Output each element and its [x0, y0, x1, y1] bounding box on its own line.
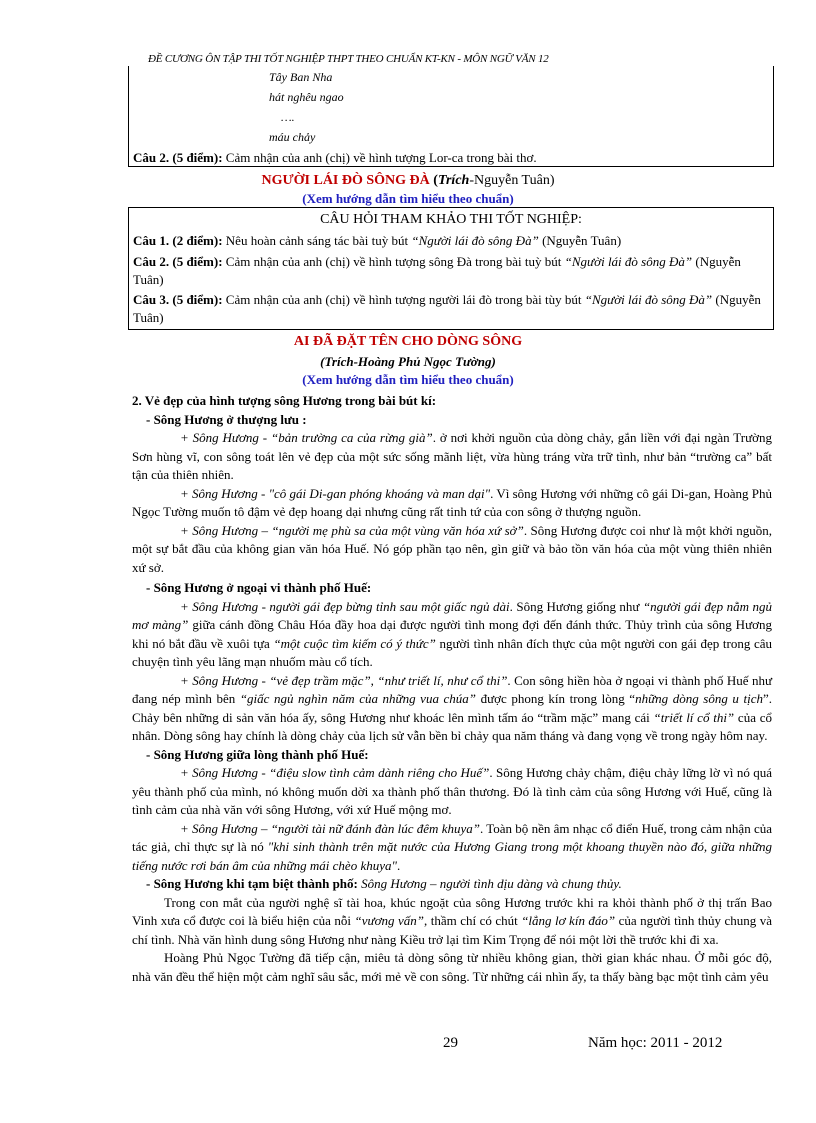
section-title-nguoi-lai-do [0, 173, 816, 189]
question-text: Cảm nhận của anh (chị) về hình tượng sông Đà trong bài tuỳ bút [222, 254, 565, 269]
poem-line: …. [281, 110, 295, 124]
work-title: “Người lái đò sông Đà” [411, 233, 539, 248]
question-1 [133, 232, 767, 250]
school-year: Năm học: 2011 - 2012 [588, 1035, 723, 1051]
question-3 [133, 291, 767, 327]
question-box-title: CÂU HỎI THAM KHẢO THI TỐT NGHIỆP: [320, 212, 582, 227]
work-title: “Người lái đò sông Đà” [584, 292, 713, 307]
body-text [132, 392, 772, 986]
question-text: Nêu hoàn cảnh sáng tác bài tuỳ bút [222, 233, 412, 248]
section-source: (Trích-Hoàng Phủ Ngọc Tường) [320, 354, 496, 369]
paragraph: + Sông Hương - “bản trường ca của rừng già”. ở nơi khởi nguồn của dòng chảy, gắn liền với đại ngàn Trường Sơn hùng vĩ, con sông toát lên vẻ đẹp của một sức sống mãnh liệt, vừa hùng tráng vừa trữ tình, như bản “trường ca” bất tận của thiên nhiên. [132, 430, 772, 482]
paragraph: Hoàng Phủ Ngọc Tường đã tiếp cận, miêu tả dòng sông từ nhiều không gian, thời gian khác nhau. Ở mỗi góc độ, nhà văn đều thể hiện một cảm nghĩ sâu sắc, mới mẻ về con sông. Từ những cái nhìn ấy, ta thấy bàng bạc một tình cảm yêu [132, 950, 772, 984]
question-end: (Nguyễn Tuân) [133, 292, 761, 325]
poem-line: Tây Ban Nha [269, 70, 333, 84]
title-text: NGƯỜI LÁI ĐÒ SÔNG ĐÀ [261, 173, 430, 188]
subheading-tam-biet: - Sông Hương khi tạm biệt thành phố: Sông Hương – người tình dịu dàng và chung thủy. [146, 876, 622, 891]
title-paren: ( [429, 173, 438, 188]
work-title: “Người lái đò sông Đà” [564, 254, 693, 269]
question-label: Câu 2. (5 điểm): [133, 254, 223, 269]
subheading-thuong-luu: - Sông Hương ở thượng lưu : [146, 411, 307, 427]
box1-question [133, 150, 537, 166]
paragraph: Trong con mắt của người nghệ sĩ tài hoa, khúc ngoặt của sông Hương trước khi ra khỏi thành phố ở thị trấn Bao Vinh xưa cổ được coi là biểu hiện của nỗi “vương vấn”, thầm chí có chút “lẳng lơ kín đáo” của người tình thủy chung và chí tình. Nhà văn hình dung sông Hương như nàng Kiều trở lại tìm Kim Trọng để nói một lời thề trước khi đi xa. [132, 894, 772, 947]
subheading-giua-long: - Sông Hương giữa lòng thành phố Huế: [146, 746, 369, 762]
poem-line: hát nghêu ngao [269, 90, 344, 104]
paragraph: + Sông Hương - "cô gái Di-gan phóng khoáng và man dại". Vì sông Hương với những cô gái Di-gan, Hoàng Phủ Ngọc Tường muốn tô đậm vẻ đẹp hoang dại nhưng cũng rất tinh tứ của con sông ở thượng nguồn. [132, 485, 773, 519]
question-2 [133, 253, 767, 289]
page-header: ĐỀ CƯƠNG ÔN TẬP THI TỐT NGHIỆP THPT THEO CHUẨN KT-KN - MÔN NGỮ VĂN 12 [148, 53, 549, 65]
title-trich: Trích [437, 173, 470, 188]
question-label: Câu 2. (5 điểm): [133, 150, 223, 165]
page-number: 29 [443, 1035, 458, 1051]
question-text: Cảm nhận của anh (chị) về hình tượng Lor-ca trong bài thơ. [222, 150, 537, 165]
question-label: Câu 3. (5 điểm): [133, 292, 223, 307]
paragraph: + Sông Hương – “người tài nữ đánh đàn lúc đêm khuya”. Toàn bộ nền âm nhạc cổ điển Huế, trong cảm nhận của tác giả, chỉ thực sự là nó "khi sinh thành trên mặt nước của Hương Giang trong một khoang thuyền nào đó, giữa những tiếng nước rơi bán âm của những mái chèo khuya". [132, 820, 772, 873]
poem-box [128, 66, 774, 167]
guide-note: (Xem hướng dẫn tìm hiểu theo chuẩn) [302, 191, 514, 206]
question-label: Câu 1. (2 điểm): [133, 233, 223, 248]
subheading-ngoai-vi: - Sông Hương ở ngoại vi thành phố Huế: [146, 580, 372, 595]
guide-note: (Xem hướng dẫn tìm hiểu theo chuẩn) [302, 372, 514, 387]
paragraph: + Sông Hương - “điệu slow tình cảm dành riêng cho Huế”. Sông Hương chảy chậm, điệu chảy lững lờ vì nó quá yêu thành phố của mình, nó không muốn dời xa thành phố thân thương. Đó là tình cảm của sông Hương với Huế, cũng là tình cảm của nhà văn với sông Hương, với xứ Huế mộng mơ. [132, 765, 772, 817]
paragraph: + Sông Hương - “vẻ đẹp trầm mặc”, “như triết lí, như cổ thi”. Con sông hiền hòa ở ngoại vi thành phố Huế như đang nép mình bên “giấc ngủ nghìn năm của những vua chúa” được phong kín trong lòng “những dòng sông u tịch”. Chảy bên những di sản văn hóa ấy, sông Hương như khoác lên mình tấm áo “trầm mặc” mang cái “triết lí cổ thi” của cổ nhân. Dòng sông hay chính là dòng chảy của lịch sử vẫn bền bỉ chảy qua năm tháng và đang vọng về trong ngày hôm nay. [132, 672, 773, 743]
body-heading: 2. Vẻ đẹp của hình tượng sông Hương trong bài bút kí: [132, 393, 437, 408]
question-end: (Nguyễn Tuân) [133, 254, 741, 287]
question-end: (Nguyễn Tuân) [538, 233, 622, 248]
title-author: -Nguyễn Tuân) [469, 173, 555, 188]
paragraph: + Sông Hương - người gái đẹp bừng tỉnh sau một giấc ngủ dài. Sông Hương giống như “người gái đẹp nằm ngủ mơ màng” giữa cánh đồng Châu Hóa đầy hoa dại được người tình mong đợi đến đánh thức. Thủy trình của sông Hương khi nó bắt đầu về xuôi tựa “một cuộc tìm kiếm có ý thức” người tình nhân đích thực của một người con gái đẹp trong câu chuyện tình yêu lãng mạn nhuốm màu cổ tích. [132, 598, 772, 669]
question-box [128, 207, 774, 330]
poem-line: máu chảy [269, 130, 316, 144]
question-text: Cảm nhận của anh (chị) về hình tượng người lái đò trong bài tùy bút [222, 292, 585, 307]
paragraph: + Sông Hương – “người mẹ phù sa của một vùng văn hóa xứ sở”. Sông Hương được coi như là một khởi nguồn, một sự bắt đầu của không gian văn hóa Huế. Nó góp phần tạo nên, gìn giữ và bảo tồn văn hóa của một vùng thiên nhiên xứ sở. [132, 522, 772, 575]
section-title-ai-da-dat-ten: AI ĐÃ ĐẶT TÊN CHO DÒNG SÔNG [293, 334, 523, 349]
